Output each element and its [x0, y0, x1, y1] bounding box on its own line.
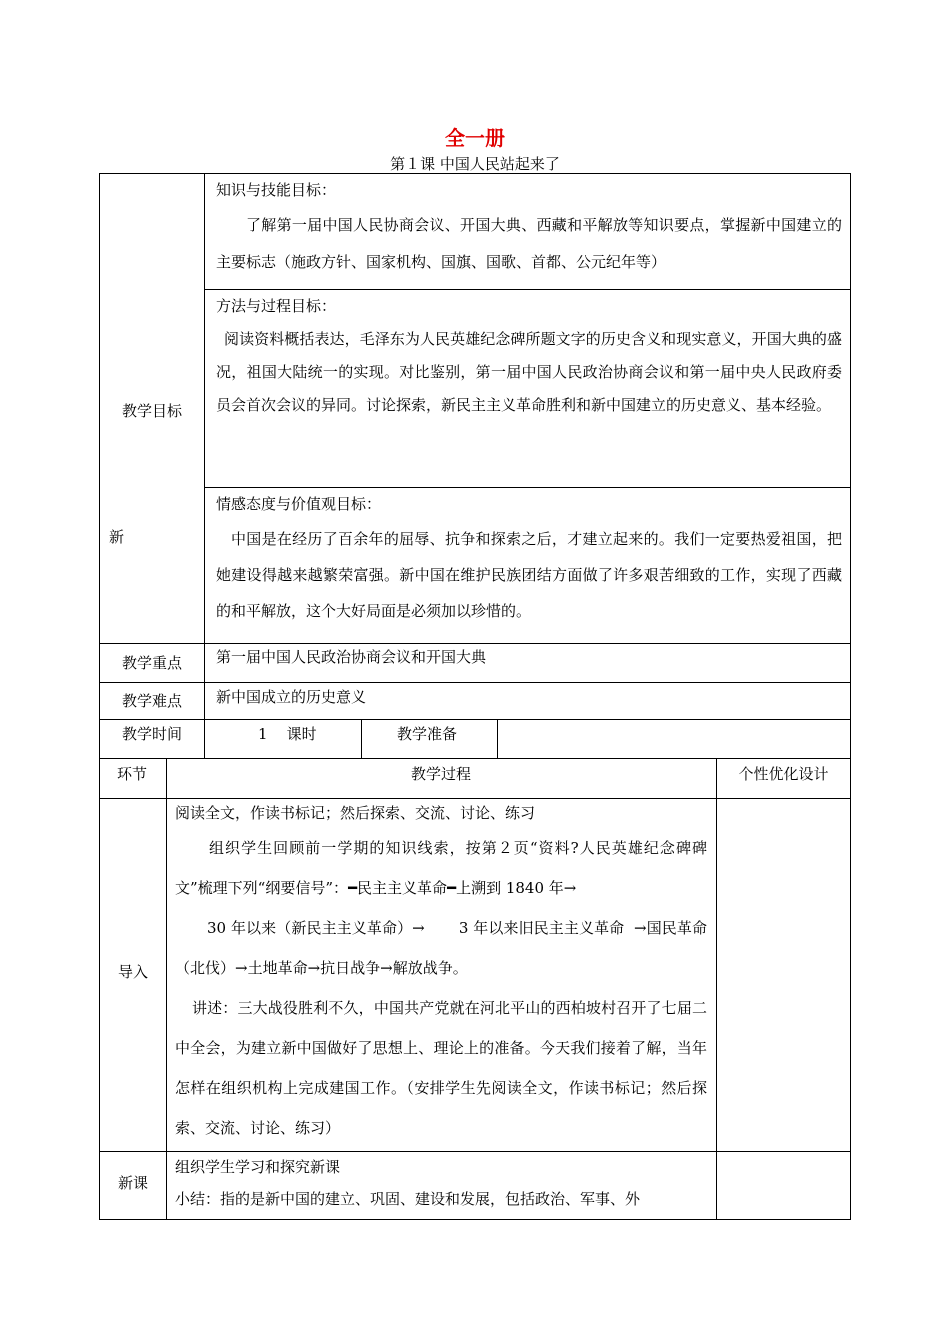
lesson-plan-table	[99, 173, 851, 1220]
new-lesson-line1: 组织学生学习和探究新课	[175, 1158, 341, 1176]
key-points-label: 教学重点	[121, 654, 182, 672]
method-heading: 方法与过程目标：	[216, 297, 337, 315]
new-lesson-label: 新课	[117, 1174, 148, 1192]
method-text: 阅读资料概括表达，毛泽东为人民英雄纪念碑所题文字的历史含义和现实意义，开国大典的盛况，祖国大陆统一的实现。对比鉴别，第一届中国人民政治协商会议和第一届中央人民政府委员会首次会议的异同。讨论探索，新民主主义革命胜利和新中国建立的历史意义、基本经验。	[216, 330, 842, 414]
lesson-subtitle: 第１课 中国人民站起来了	[390, 155, 560, 173]
document-title: 全一册	[445, 126, 505, 150]
prep-label: 教学准备	[397, 725, 458, 743]
knowledge-heading: 知识与技能目标：	[216, 181, 337, 199]
intro-para2: 组织学生回顾前一学期的知识线索，按第２页“资料?人民英雄纪念碑碑文”梳理下列“纲要信号”：━民主主义革命━上溯到 1840 年→	[175, 839, 707, 897]
intro-para3: 30 年以来（新民主主义革命）→ 3 年以来旧民主主义革命 →国民革命（北伐）→土地革命→抗日战争→解放战争。	[175, 919, 707, 977]
new-lesson-line2: 小结：指的是新中国的建立、巩固、建设和发展，包括政治、军事、外	[175, 1190, 641, 1208]
intro-para4: 讲述：三大战役胜利不久，中国共产党就在河北平山的西柏坡村召开了七届二中全会，为建立新中国做好了思想上、理论上的准备。今天我们接着了解，当年怎样在组织机构上完成建国工作。（安排学生先阅读全文，作读书标记；然后探索、交流、讨论、练习）	[175, 999, 707, 1137]
header-stage: 环节	[117, 765, 148, 783]
knowledge-text: 了解第一届中国人民协商会议、开国大典、西藏和平解放等知识要点，掌握新中国建立的主要标志（施政方针、国家机构、国旗、国歌、首都、公元纪年等）	[216, 216, 842, 271]
key-points-value: 第一届中国人民政治协商会议和开国大典	[216, 648, 487, 666]
intro-label: 导入	[117, 963, 148, 981]
difficulties-value: 新中国成立的历史意义	[216, 688, 367, 706]
time-label: 教学时间	[121, 725, 182, 743]
col-divider	[204, 174, 205, 758]
new-lesson-content	[175, 1152, 715, 1216]
emotion-text: 中国是在经历了百余年的屈辱、抗争和探索之后，才建立起来的。我们一定要热爱祖国，把她建设得越来越繁荣富强。新中国在维护民族团结方面做了许多艰苦细致的工作，实现了西藏的和平解放，这个大好局面是必须加以珍惜的。	[216, 530, 842, 620]
row-divider	[100, 682, 851, 683]
difficulties-label: 教学难点	[121, 692, 182, 710]
intro-content	[175, 798, 707, 1148]
col-divider	[497, 719, 498, 758]
method-objectives	[216, 290, 842, 422]
col-divider	[361, 719, 362, 758]
emotion-objectives	[216, 488, 842, 629]
header-custom-design: 个性优化设计	[738, 765, 829, 783]
intro-line1: 阅读全文，作读书标记；然后探索、交流、讨论、练习	[175, 804, 536, 822]
row-divider	[100, 719, 851, 720]
objectives-label: 教学目标	[121, 402, 182, 420]
objectives-side-char: 新	[109, 528, 125, 546]
col-divider	[716, 758, 717, 1220]
header-process: 教学过程	[410, 765, 471, 783]
time-value: 1 课时	[258, 725, 317, 743]
emotion-heading: 情感态度与价值观目标：	[216, 495, 382, 513]
knowledge-objectives	[216, 174, 842, 281]
col-divider	[166, 758, 167, 1220]
